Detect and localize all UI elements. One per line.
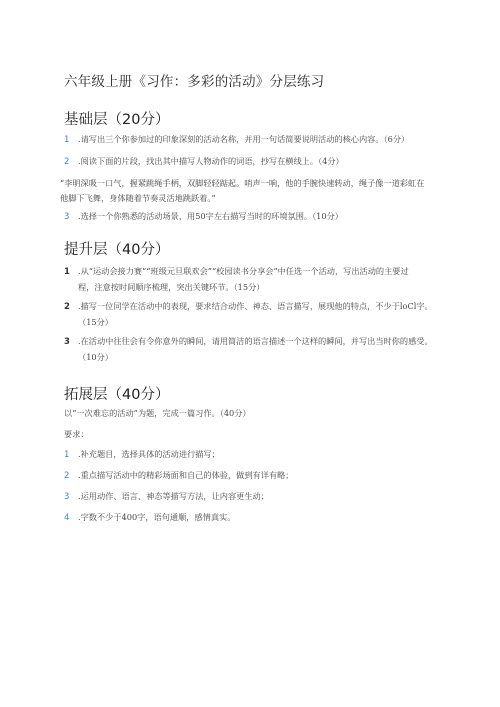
extension-prompt: 以“一次难忘的活动”为题，完成一篇习作。（40分）	[64, 408, 251, 418]
item-text-line-1: .描写一位同学在活动中的表现，要求结合动作、神态、语言描写，展现他的特点，不少于loCl字。	[78, 301, 433, 311]
section-title-advanced: 提升层（40分）	[64, 242, 170, 258]
item-number: 3	[64, 212, 70, 222]
item-text-line-2: （10分）	[78, 352, 113, 362]
item-text: .运用动作、语言、神态等描写方法，让内容更生动；	[78, 491, 269, 501]
advanced-item-3	[64, 334, 444, 365]
item-text: .字数不少于400字，语句通顺，感情真实。	[78, 512, 236, 522]
item-number: 1	[64, 267, 70, 277]
item-text-line-2: （15分）	[78, 317, 113, 327]
item-text: .补充题目，选择具体的活动进行描写；	[78, 449, 220, 459]
extension-item-4	[64, 510, 444, 526]
section-title-basic: 基础层（20分）	[64, 112, 170, 128]
extension-item-1	[64, 447, 444, 463]
item-number: 3	[64, 492, 70, 502]
reading-passage	[60, 176, 450, 206]
item-number: 1	[64, 135, 70, 145]
basic-item-3	[64, 209, 444, 225]
item-text-line-1: .在活动中往往会有令你意外的瞬间，请用简洁的语言描述一个这样的瞬间，并写出当时你的感受。	[78, 336, 433, 346]
advanced-item-1	[64, 264, 444, 295]
document-title: 六年级上册《习作：多彩的活动》分层练习	[64, 74, 325, 90]
item-text: .选择一个你熟悉的活动场景，用50字左右描写当时的环境氛围。（10分）	[78, 211, 343, 221]
extension-item-2	[64, 468, 444, 484]
extension-item-3	[64, 489, 444, 505]
requirements-label: 要求：	[64, 429, 89, 439]
advanced-item-2	[64, 299, 444, 330]
item-text: .重点描写活动中的精彩场面和自己的体验，做到有详有略；	[78, 470, 294, 480]
item-number: 1	[64, 450, 70, 460]
basic-item-1	[64, 132, 444, 148]
passage-line-2: 他脚下飞舞，身体随着节奏灵活地跳跃着。”	[60, 193, 216, 203]
section-title-extension: 拓展层（40分）	[64, 387, 170, 403]
item-number: 3	[64, 337, 70, 347]
item-number: 2	[64, 157, 70, 167]
item-number: 2	[64, 302, 70, 312]
item-text-line-1: .从“运动会接力赛”“班级元旦联欢会”“校园读书分享会”中任选一个活动，写出活动的主要过	[78, 266, 409, 276]
item-number: 4	[64, 513, 70, 523]
item-number: 2	[64, 471, 70, 481]
passage-line-1: “李明深吸一口气，握紧跳绳手柄，双脚轻轻踮起。哨声一响，他的手腕快速转动，绳子像一道彩虹在	[60, 178, 425, 188]
item-text: .阅读下面的片段，找出其中描写人物动作的词语，抄写在横线上。（4分）	[78, 156, 344, 166]
item-text-line-2: 程，注意按时间顺序梳理，突出关键环节。（15分）	[78, 282, 265, 292]
basic-item-2	[64, 154, 444, 170]
item-text: .请写出三个你参加过的印象深刻的活动名称，并用一句话简要说明活动的核心内容。（6分）	[78, 134, 410, 144]
